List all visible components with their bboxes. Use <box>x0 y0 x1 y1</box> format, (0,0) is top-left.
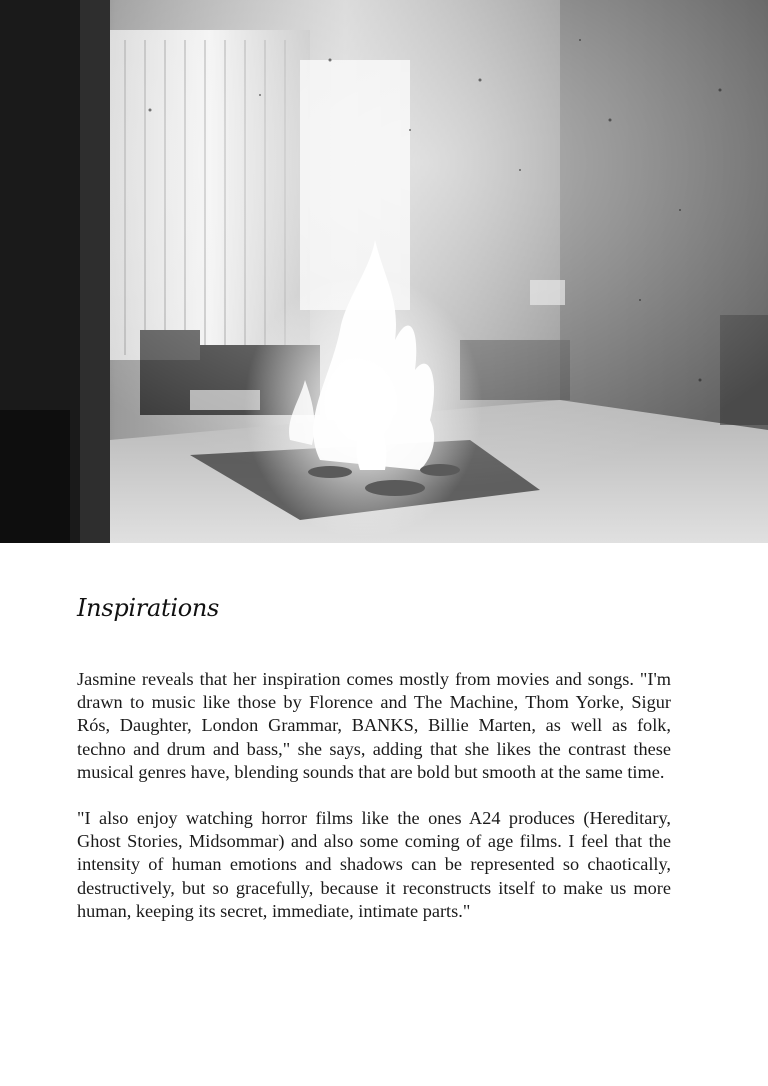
paragraph-2: "I also enjoy watching horror films like the ones A24 produces (Hereditary, Ghost Stories, Midsommar) and also some coming of age films. I feel that the intensity of human emotions and shadows can be represented so chaotically, destructively, but so gracefully, because it reconstructs itself to make us more human, keeping its secret, immediate, intimate parts." <box>77 808 671 921</box>
section-heading: Inspirations <box>77 594 220 622</box>
paragraph-1: Jasmine reveals that her inspiration comes mostly from movies and songs. "I'm drawn to music like those by Florence and The Machine, Thom Yorke, Sigur Rós, Daughter, London Grammar, BANKS, Billie Marten, as well as folk, techno and drum and bass," she says, adding that she likes the contrast these musical genres have, blending sounds that are bold but smooth at the same time. <box>77 669 671 782</box>
article-body <box>77 588 671 923</box>
